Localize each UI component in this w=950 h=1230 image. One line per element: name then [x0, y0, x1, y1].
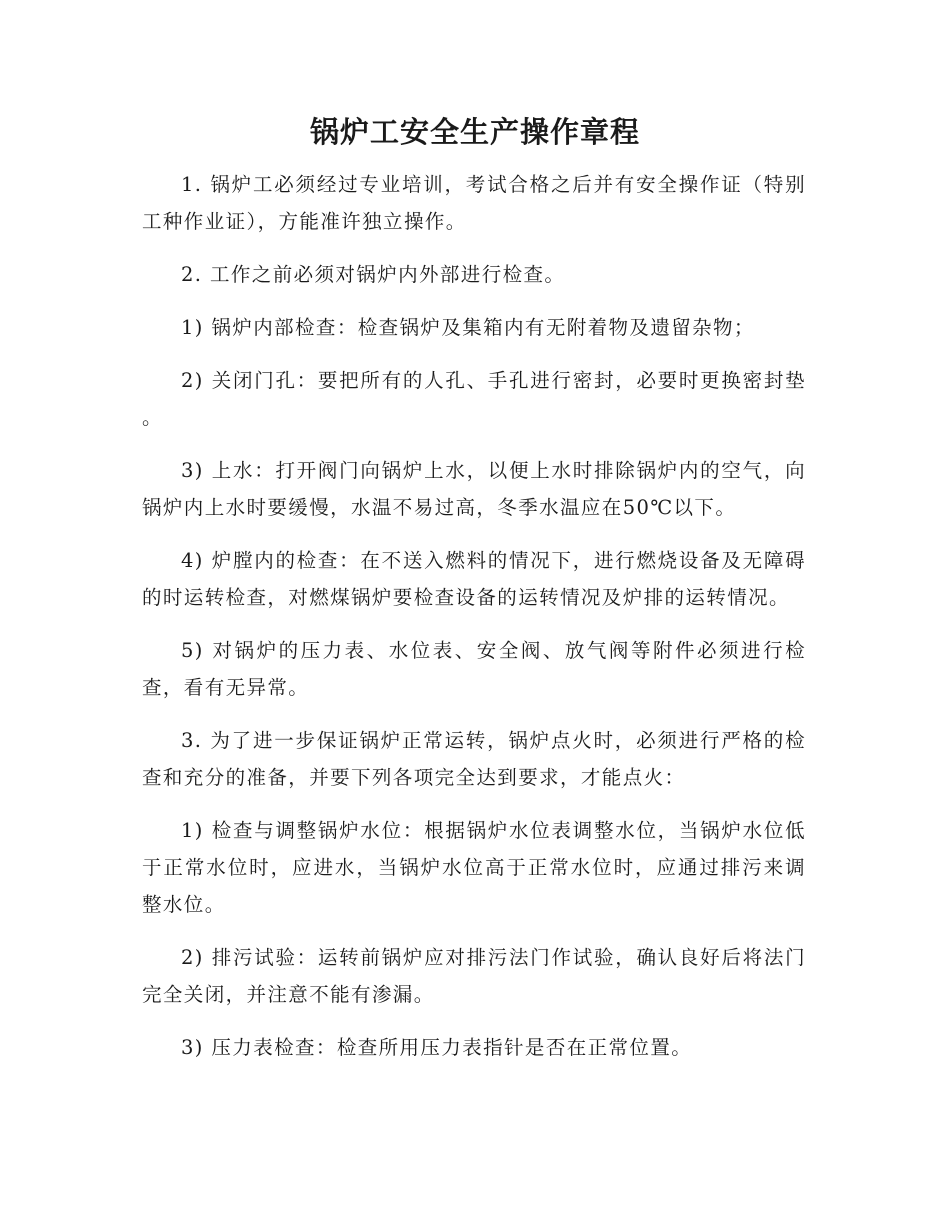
- paragraph: 2) 排污试验：运转前锅炉应对排污法门作试验，确认良好后将法门完全关闭，并注意不能有渗漏。: [142, 946, 806, 1006]
- document-body: [142, 166, 806, 1066]
- paragraph: 2. 工作之前必须对锅炉内外部进行检查。: [181, 263, 566, 286]
- paragraph: 3) 压力表检查：检查所用压力表指针是否在正常位置。: [181, 1036, 693, 1059]
- document-title: 锅炉工安全生产操作章程: [309, 115, 640, 149]
- paragraph: 1) 锅炉内部检查：检查锅炉及集箱内有无附着物及遗留杂物；: [181, 316, 755, 339]
- paragraph: 5) 对锅炉的压力表、水位表、安全阀、放气阀等附件必须进行检查，看有无异常。: [142, 639, 806, 699]
- paragraph: 2) 关闭门孔：要把所有的人孔、手孔进行密封，必要时更换密封垫 。: [142, 369, 806, 429]
- paragraph: 1) 检查与调整锅炉水位：根据锅炉水位表调整水位，当锅炉水位低于正常水位时，应进水，当锅炉水位高于正常水位时，应通过排污来调整水位。: [142, 819, 806, 916]
- paragraph: 4) 炉膛内的检查：在不送入燃料的情况下，进行燃烧设备及无障碍的时运转检查，对燃煤锅炉要检查设备的运转情况及炉排的运转情况。: [142, 549, 806, 609]
- paragraph: 3) 上水：打开阀门向锅炉上水，以便上水时排除锅炉内的空气，向锅炉内上水时要缓慢，水温不易过高，冬季水温应在50℃以下。: [142, 459, 806, 519]
- paragraph: 3. 为了进一步保证锅炉正常运转，锅炉点火时，必须进行严格的检查和充分的准备，并要下列各项完全达到要求，才能点火：: [142, 729, 806, 789]
- paragraph: 1. 锅炉工必须经过专业培训，考试合格之后并有安全操作证（特别工种作业证），方能准许独立操作。: [142, 173, 806, 233]
